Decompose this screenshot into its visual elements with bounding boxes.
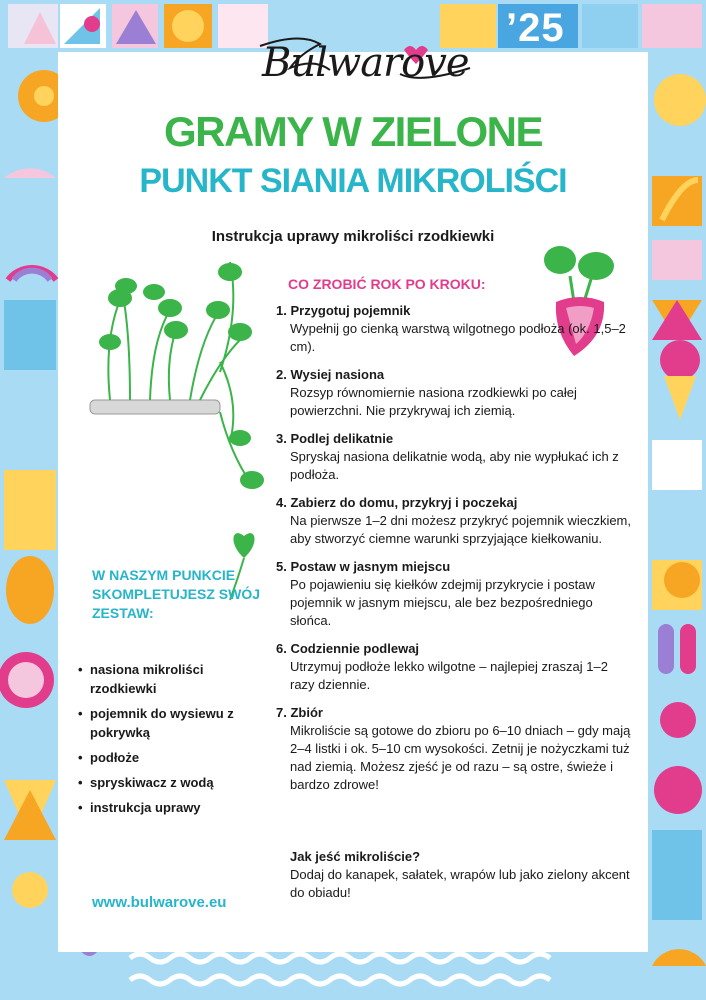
step-title-text: Zabierz do domu, przykryj i poczekaj [290, 495, 518, 510]
step-item [276, 302, 636, 356]
kit-list [76, 660, 266, 823]
step-text: Rozsyp równomiernie nasiona rzodkiewki po całej powierzchni. Nie przykrywaj ich ziemią. [290, 385, 577, 418]
steps-list [276, 302, 636, 804]
step-number: 3. [276, 431, 287, 446]
how-to-eat-title: Jak jeść mikroliście? [290, 849, 421, 864]
how-to-eat-text: Dodaj do kanapek, sałatek, wrapów lub jako zielony akcent do obiadu! [290, 867, 630, 900]
step-item [276, 494, 636, 548]
kit-item: • pojemnik do wysiewu z pokrywką [76, 704, 266, 742]
kit-item: • spryskiwacz z wodą [76, 773, 266, 792]
step-text: Na pierwsze 1–2 dni możesz przykryć pojemnik wieczkiem, aby stworzyć ciemne warunki sprzyjające kiełkowaniu. [290, 513, 632, 546]
step-item [276, 366, 636, 420]
step-text: Utrzymuj podłoże lekko wilgotne – najlepiej zraszaj 1–2 razy dziennie. [290, 659, 608, 692]
step-number: 6. [276, 641, 287, 656]
step-text: Mikroliście są gotowe do zbioru po 6–10 dniach – gdy mają 2–4 listki i ok. 5–10 cm wysokości. Zetnij je nożyczkami tuż nad ziemią. Możesz zjeść je od razu – są ostre, świeże i bardzo zdrowe! [290, 723, 631, 792]
step-title [276, 302, 636, 320]
year-badge: ’25 [506, 6, 565, 50]
step-title-text: Codziennie podlewaj [290, 641, 420, 656]
step-number: 7. [276, 705, 287, 720]
step-title [276, 366, 636, 384]
step-title [276, 494, 636, 512]
main-title: GRAMY W ZIELONE [163, 108, 543, 155]
step-title-text: Postaw w jasnym miejscu [290, 559, 451, 574]
how-to-eat [290, 848, 630, 902]
step-title [276, 558, 636, 576]
step-item [276, 704, 636, 794]
step-title [276, 640, 636, 658]
step-number: 2. [276, 367, 287, 382]
step-title [276, 430, 636, 448]
step-text: Po pojawieniu się kiełków zdejmij przykrycie i postaw pojemnik w jasnym miejscu, ale bez bezpośredniego słońca. [290, 577, 595, 628]
website-link[interactable]: www.bulwarove.eu [92, 894, 227, 911]
step-text: Wypełnij go cienką warstwą wilgotnego podłoża (ok. 1,5–2 cm). [290, 321, 626, 354]
step-title-text: Podlej delikatnie [290, 431, 394, 446]
step-number: 4. [276, 495, 287, 510]
step-title-text: Wysiej nasiona [290, 367, 385, 382]
instruction-title: Instrukcja uprawy mikroliści rzodkiewki [211, 228, 495, 245]
kit-header: W NASZYM PUNKCIE SKOMPLETUJESZ SWÓJ ZESTAW: [92, 567, 261, 621]
steps-header: CO ZROBIĆ ROK PO KROKU: [288, 276, 486, 292]
brand-name: Bulwarove [262, 40, 469, 86]
step-item [276, 640, 636, 694]
kit-item: • nasiona mikroliści rzodkiewki [76, 660, 266, 698]
step-title-text: Przygotuj pojemnik [290, 303, 411, 318]
step-text: Spryskaj nasiona delikatnie wodą, aby nie wypłukać ich z podłoża. [290, 449, 619, 482]
step-title [276, 704, 636, 722]
kit-item: • podłoże [76, 748, 266, 767]
step-item [276, 430, 636, 484]
step-number: 5. [276, 559, 287, 574]
step-item [276, 558, 636, 630]
step-number: 1. [276, 303, 287, 318]
secondary-title: PUNKT SIANIA MIKROLIŚCI [139, 162, 567, 200]
kit-item: • instrukcja uprawy [76, 798, 266, 817]
step-title-text: Zbiór [290, 705, 323, 720]
sprouts-illustration [80, 252, 270, 502]
